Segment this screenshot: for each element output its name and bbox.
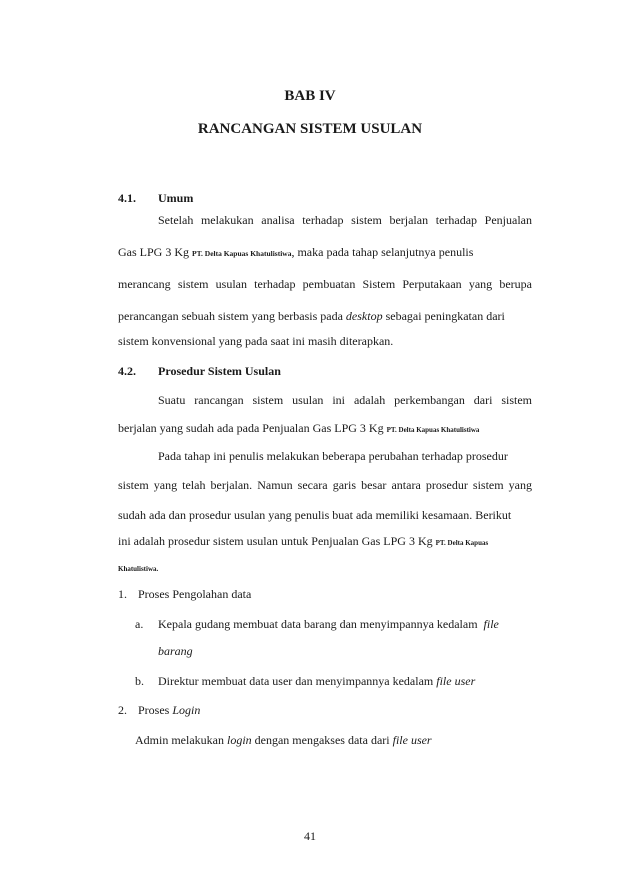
text-span: sebagai peningkatan dari xyxy=(385,309,505,323)
company-name: Khatulistiwa. xyxy=(118,565,159,573)
text-span: dengan mengakses data dari xyxy=(254,733,390,747)
section-title: Prosedur Sistem Usulan xyxy=(158,364,281,378)
paragraph-line: sudah ada dan prosedur usulan yang penulis buat ada memiliki kesamaan. Berikut xyxy=(118,508,512,522)
text-span: , maka pada tahap selanjutnya penulis xyxy=(291,245,474,259)
paragraph-line: merancang sistem usulan terhadap pembuatan Sistem Perputakaan yang berupa xyxy=(118,277,532,291)
list-label: b. xyxy=(135,674,144,688)
paragraph-line xyxy=(118,559,532,577)
section-number: 4.2. xyxy=(118,364,136,378)
company-name: PT. Delta Kapuas Khatulistiwa xyxy=(192,249,292,258)
list-text: Kepala gudang membuat data barang dan menyimpannya kedalam xyxy=(158,617,478,631)
company-name: PT. Delta Kapuas Khatulistiwa xyxy=(386,426,480,434)
company-name: PT. Delta Kapuas xyxy=(435,539,489,547)
text-span: berjalan yang sudah ada pada Penjualan Gas LPG 3 Kg xyxy=(118,421,384,435)
section-heading-prosedur xyxy=(118,363,532,379)
section-title: Umum xyxy=(158,191,194,205)
list-label: 1. xyxy=(118,587,127,601)
italic-term: file user xyxy=(436,674,476,688)
list-item xyxy=(135,673,549,689)
list-text: Direktur membuat data user dan menyimpannya kedalam xyxy=(158,674,434,688)
paragraph-line: sistem konvensional yang pada saat ini masih diterapkan. xyxy=(118,334,394,348)
paragraph-line: Suatu rancangan sistem usulan ini adalah perkembangan dari sistem xyxy=(158,393,532,407)
paragraph-line: sistem yang telah berjalan. Namun secara garis besar antara prosedur sistem yang xyxy=(118,478,532,492)
text-span: Admin melakukan xyxy=(135,733,224,747)
list-item xyxy=(118,702,532,718)
italic-term: Login xyxy=(172,703,201,717)
text-span: ini adalah prosedur sistem usulan untuk Penjualan Gas LPG 3 Kg xyxy=(118,534,433,548)
list-text: Proses xyxy=(138,703,170,717)
paragraph-line xyxy=(118,308,532,324)
list-item xyxy=(135,616,532,632)
paragraph-line: Pada tahap ini penulis melakukan beberapa perubahan terhadap prosedur xyxy=(158,449,508,463)
paragraph-line xyxy=(118,420,532,438)
paragraph-line xyxy=(118,244,532,262)
paragraph-line xyxy=(118,533,532,551)
list-continuation: barang xyxy=(158,644,193,658)
section-heading-umum xyxy=(118,190,532,206)
chapter-heading: BAB IV xyxy=(284,88,336,104)
list-item xyxy=(118,586,532,602)
italic-term: file user xyxy=(392,733,432,747)
text-span: Gas LPG 3 Kg xyxy=(118,245,189,259)
paragraph-line: Setelah melakukan analisa terhadap sistem berjalan terhadap Penjualan xyxy=(158,213,532,227)
italic-term: file xyxy=(483,617,499,631)
italic-term: login xyxy=(226,733,252,747)
text-span: perancangan sebuah sistem yang berbasis pada xyxy=(118,309,343,323)
page-number: 41 xyxy=(304,829,316,843)
list-text: Proses Pengolahan data xyxy=(138,587,252,601)
list-continuation xyxy=(135,732,549,748)
italic-term: desktop xyxy=(345,309,383,323)
chapter-title: RANCANGAN SISTEM USULAN xyxy=(197,121,423,137)
list-label: a. xyxy=(135,617,144,631)
list-label: 2. xyxy=(118,703,127,717)
section-number: 4.1. xyxy=(118,191,136,205)
